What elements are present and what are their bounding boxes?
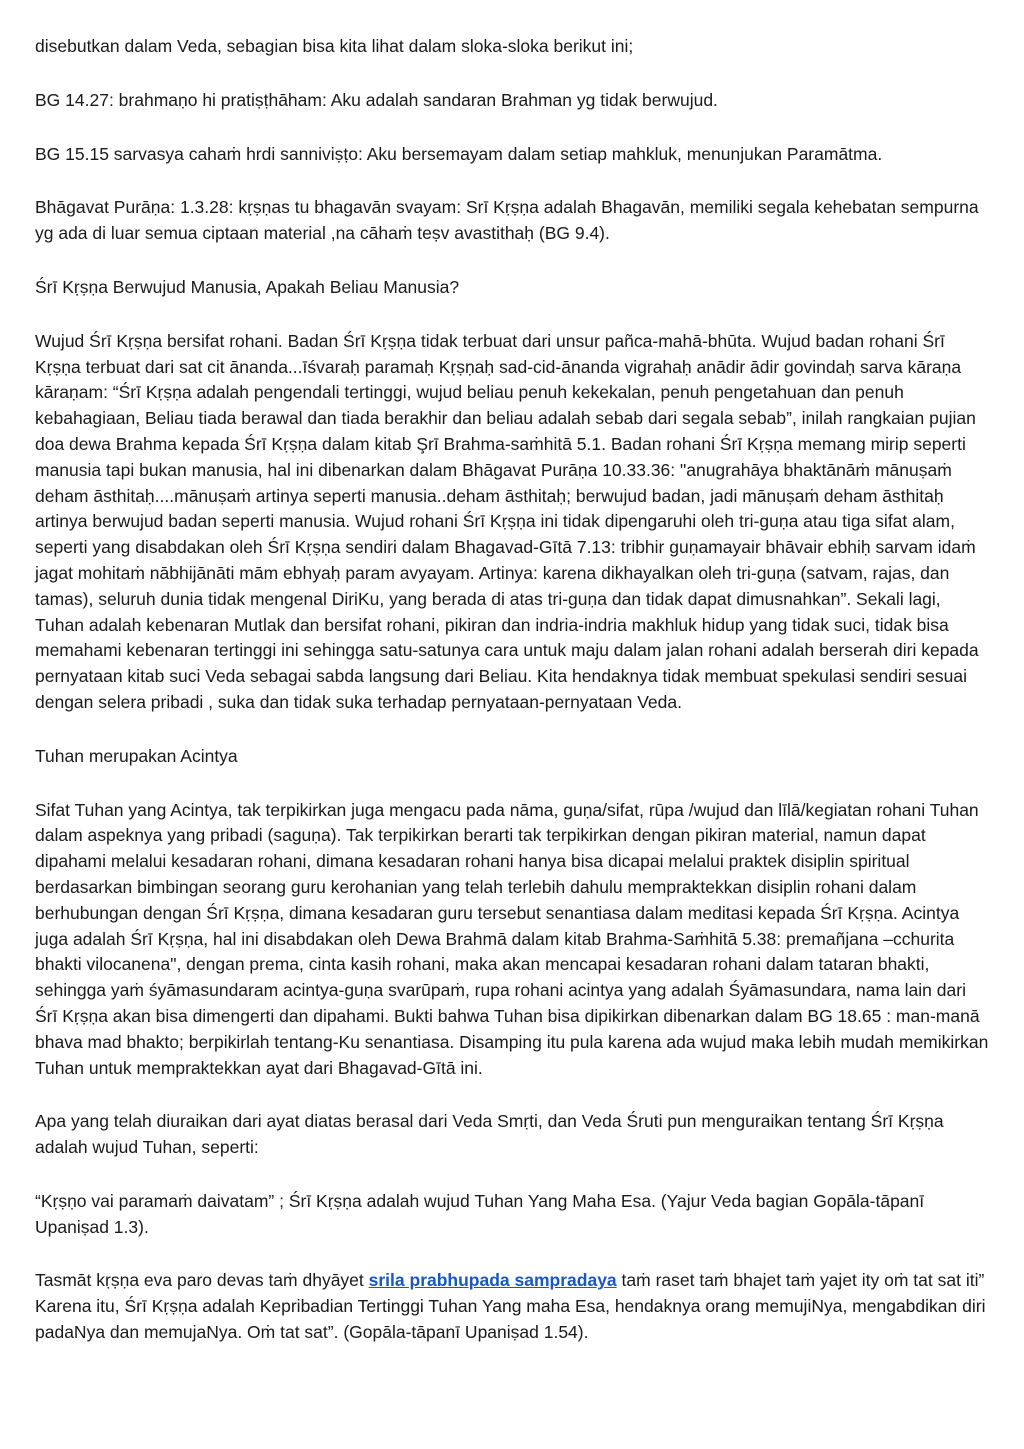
- paragraph-bhagavat-purana: Bhāgavat Purāṇa: 1.3.28: kṛṣṇas tu bhagavān svayam: Srī Kṛṣṇa adalah Bhagavān, memiliki segala kehebatan sempurna yg ada di luar semua ciptaan material ,na cāhaṁ teṣv avastithaḥ (BG 9.4).: [35, 197, 979, 244]
- section-heading-acintya: Tuhan merupakan Acintya: [35, 745, 238, 766]
- paragraph-tasmat: [35, 1268, 991, 1345]
- sampradaya-link[interactable]: srila prabhupada sampradaya: [368, 1270, 617, 1291]
- document-body: [35, 34, 991, 1374]
- paragraph-veda-smrti: Apa yang telah diuraikan dari ayat diatas berasal dari Veda Smṛti, dan Veda Śruti pun menguraikan tentang Śrī Kṛṣṇa adalah wujud Tuhan, seperti:: [35, 1111, 944, 1158]
- paragraph-tasmat-end: taṁ raset taṁ bhajet taṁ yajet ity oṁ tat sat iti” Karena itu, Śrī Kṛṣṇa adalah Kepribadian Tertinggi Tuhan Yang maha Esa, hendaknya orang memujiNya, mengabdikan diri padaNya dan memujaNya. Oṁ tat sat”. (Gopāla-tāpanī Upaniṣad 1.54).: [35, 1270, 986, 1343]
- paragraph-tasmat-start: Tasmāt kṛṣṇa eva paro devas taṁ dhyāyet: [35, 1270, 369, 1291]
- paragraph-acintya: Sifat Tuhan yang Acintya, tak terpikirkan juga mengacu pada nāma, guṇa/sifat, rūpa /wujud dan līlā/kegiatan rohani Tuhan dalam aspeknya yang pribadi (saguṇa). Tak terpikirkan berarti tak terpikirkan dengan pikiran material, namun dapat dipahami melalui kesadaran rohani, dimana kesadaran rohani hanya bisa dicapai melalui praktek disiplin spiritual berdasarkan bimbingan seorang guru kerohanian yang telah terlebih dahulu mempraktekkan disiplin rohani dalam berhubungan dengan Śrī Kṛṣṇa, dimana kesadaran guru tersebut senantiasa dalam meditasi kepada Śrī Kṛṣṇa. Acintya juga adalah Śrī Kṛṣṇa, hal ini disabdakan oleh Dewa Brahmā dalam kitab Brahma-Saṁhitā 5.38: premañjana –cchurita bhakti vilocanena", dengan prema, cinta kasih rohani, maka akan mencapai kesadaran rohani dalam tataran bhakti, sehingga yaṁ śyāmasundaram acintya-guṇa svarūpaṁ, rupa rohani acintya yang adalah Śyāmasundara, nama lain dari Śrī Kṛṣṇa akan bisa dimengerti dan dipahami. Bukti bahwa Tuhan bisa dipikirkan dibenarkan dalam BG 18.65 : man-manā bhava mad bhakto; berpikirlah tentang-Ku senantiasa. Disamping itu pula karena ada wujud maka lebih mudah memikirkan Tuhan untuk mempraktekkan ayat dari Bhagavad-Gītā ini.: [35, 799, 989, 1078]
- paragraph-yajur-veda: “Kṛṣṇo vai paramaṁ daivatam” ; Śrī Kṛṣṇa adalah wujud Tuhan Yang Maha Esa. (Yajur Veda bagian Gopāla-tāpanī Upaniṣad 1.3).: [35, 1190, 925, 1237]
- paragraph-bg-14-27: BG 14.27: brahmaṇo hi pratiṣṭhāham: Aku adalah sandaran Brahman yg tidak berwujud.: [35, 89, 718, 110]
- paragraph-wujud-rohani: Wujud Śrī Kṛṣṇa bersifat rohani. Badan Śrī Kṛṣṇa tidak terbuat dari unsur pañca-mahā-bhūta. Wujud badan rohani Śrī Kṛṣṇa terbuat dari sat cit ānanda...īśvaraḥ paramaḥ Kṛṣṇaḥ sad-cid-ānanda vigrahaḥ anādir ādir govindaḥ sarva kāraṇa kāraṇam: “Śrī Kṛṣṇa adalah pengendali tertinggi, wujud beliau penuh kekekalan, penuh pengetahuan dan penuh kebahagiaan, Beliau tiada berawal dan tiada berakhir dan beliau adalah sebab dari segala sebab”, inilah rangkaian pujian doa dewa Brahma kepada Śrī Kṛṣṇa dalam kitab Şrī Brahma-saṁhitā 5.1. Badan rohani Śrī Kṛṣṇa memang mirip seperti manusia tapi bukan manusia, hal ini dibenarkan dalam Bhāgavat Purāṇa 10.33.36: "anugrahāya bhaktānāṁ mānuṣaṁ deham āsthitaḥ....mānuṣaṁ artinya seperti manusia..deham āsthitaḥ; berwujud badan, jadi mānuṣaṁ deham āsthitaḥ artinya berwujud badan seperti manusia. Wujud rohani Śrī Kṛṣṇa ini tidak dipengaruhi oleh tri-guṇa atau tiga sifat alam, seperti yang disabdakan oleh Śrī Kṛṣṇa sendiri dalam Bhagavad-Gītā 7.13: tribhir guṇamayair bhāvair ebhiḥ sarvam idaṁ jagat mohitaṁ nābhijānāti mām ebhyaḥ param avyayam. Artinya: karena dikhayalkan oleh tri-guṇa (satvam, rajas, dan tamas), seluruh dunia tidak mengenal DiriKu, yang berada di atas tri-guṇa dan tidak dapat dimusnahkan”. Sekali lagi, Tuhan adalah kebenaran Mutlak dan bersifat rohani, pikiran dan indria-indria makhluk hidup yang tidak suci, tidak bisa memahami kebenaran tertinggi ini sehingga satu-satunya cara untuk maju dalam jalan rohani adalah berserah diri kepada pernyataan kitab suci Veda sebagai sabda langsung dari Beliau. Kita hendaknya tidak membuat spekulasi sendiri sesuai dengan selera pribadi , suka dan tidak suka terhadap pernyataan-pernyataan Veda.: [35, 330, 979, 712]
- section-heading-berwujud-manusia: Śrī Kṛṣṇa Berwujud Manusia, Apakah Beliau Manusia?: [35, 276, 460, 297]
- paragraph-intro: disebutkan dalam Veda, sebagian bisa kita lihat dalam sloka-sloka berikut ini;: [35, 36, 634, 56]
- paragraph-bg-15-15: BG 15.15 sarvasya cahaṁ hrdi sanniviṣṭo: Aku bersemayam dalam setiap mahkluk, menunjukan Paramātma.: [35, 143, 883, 164]
